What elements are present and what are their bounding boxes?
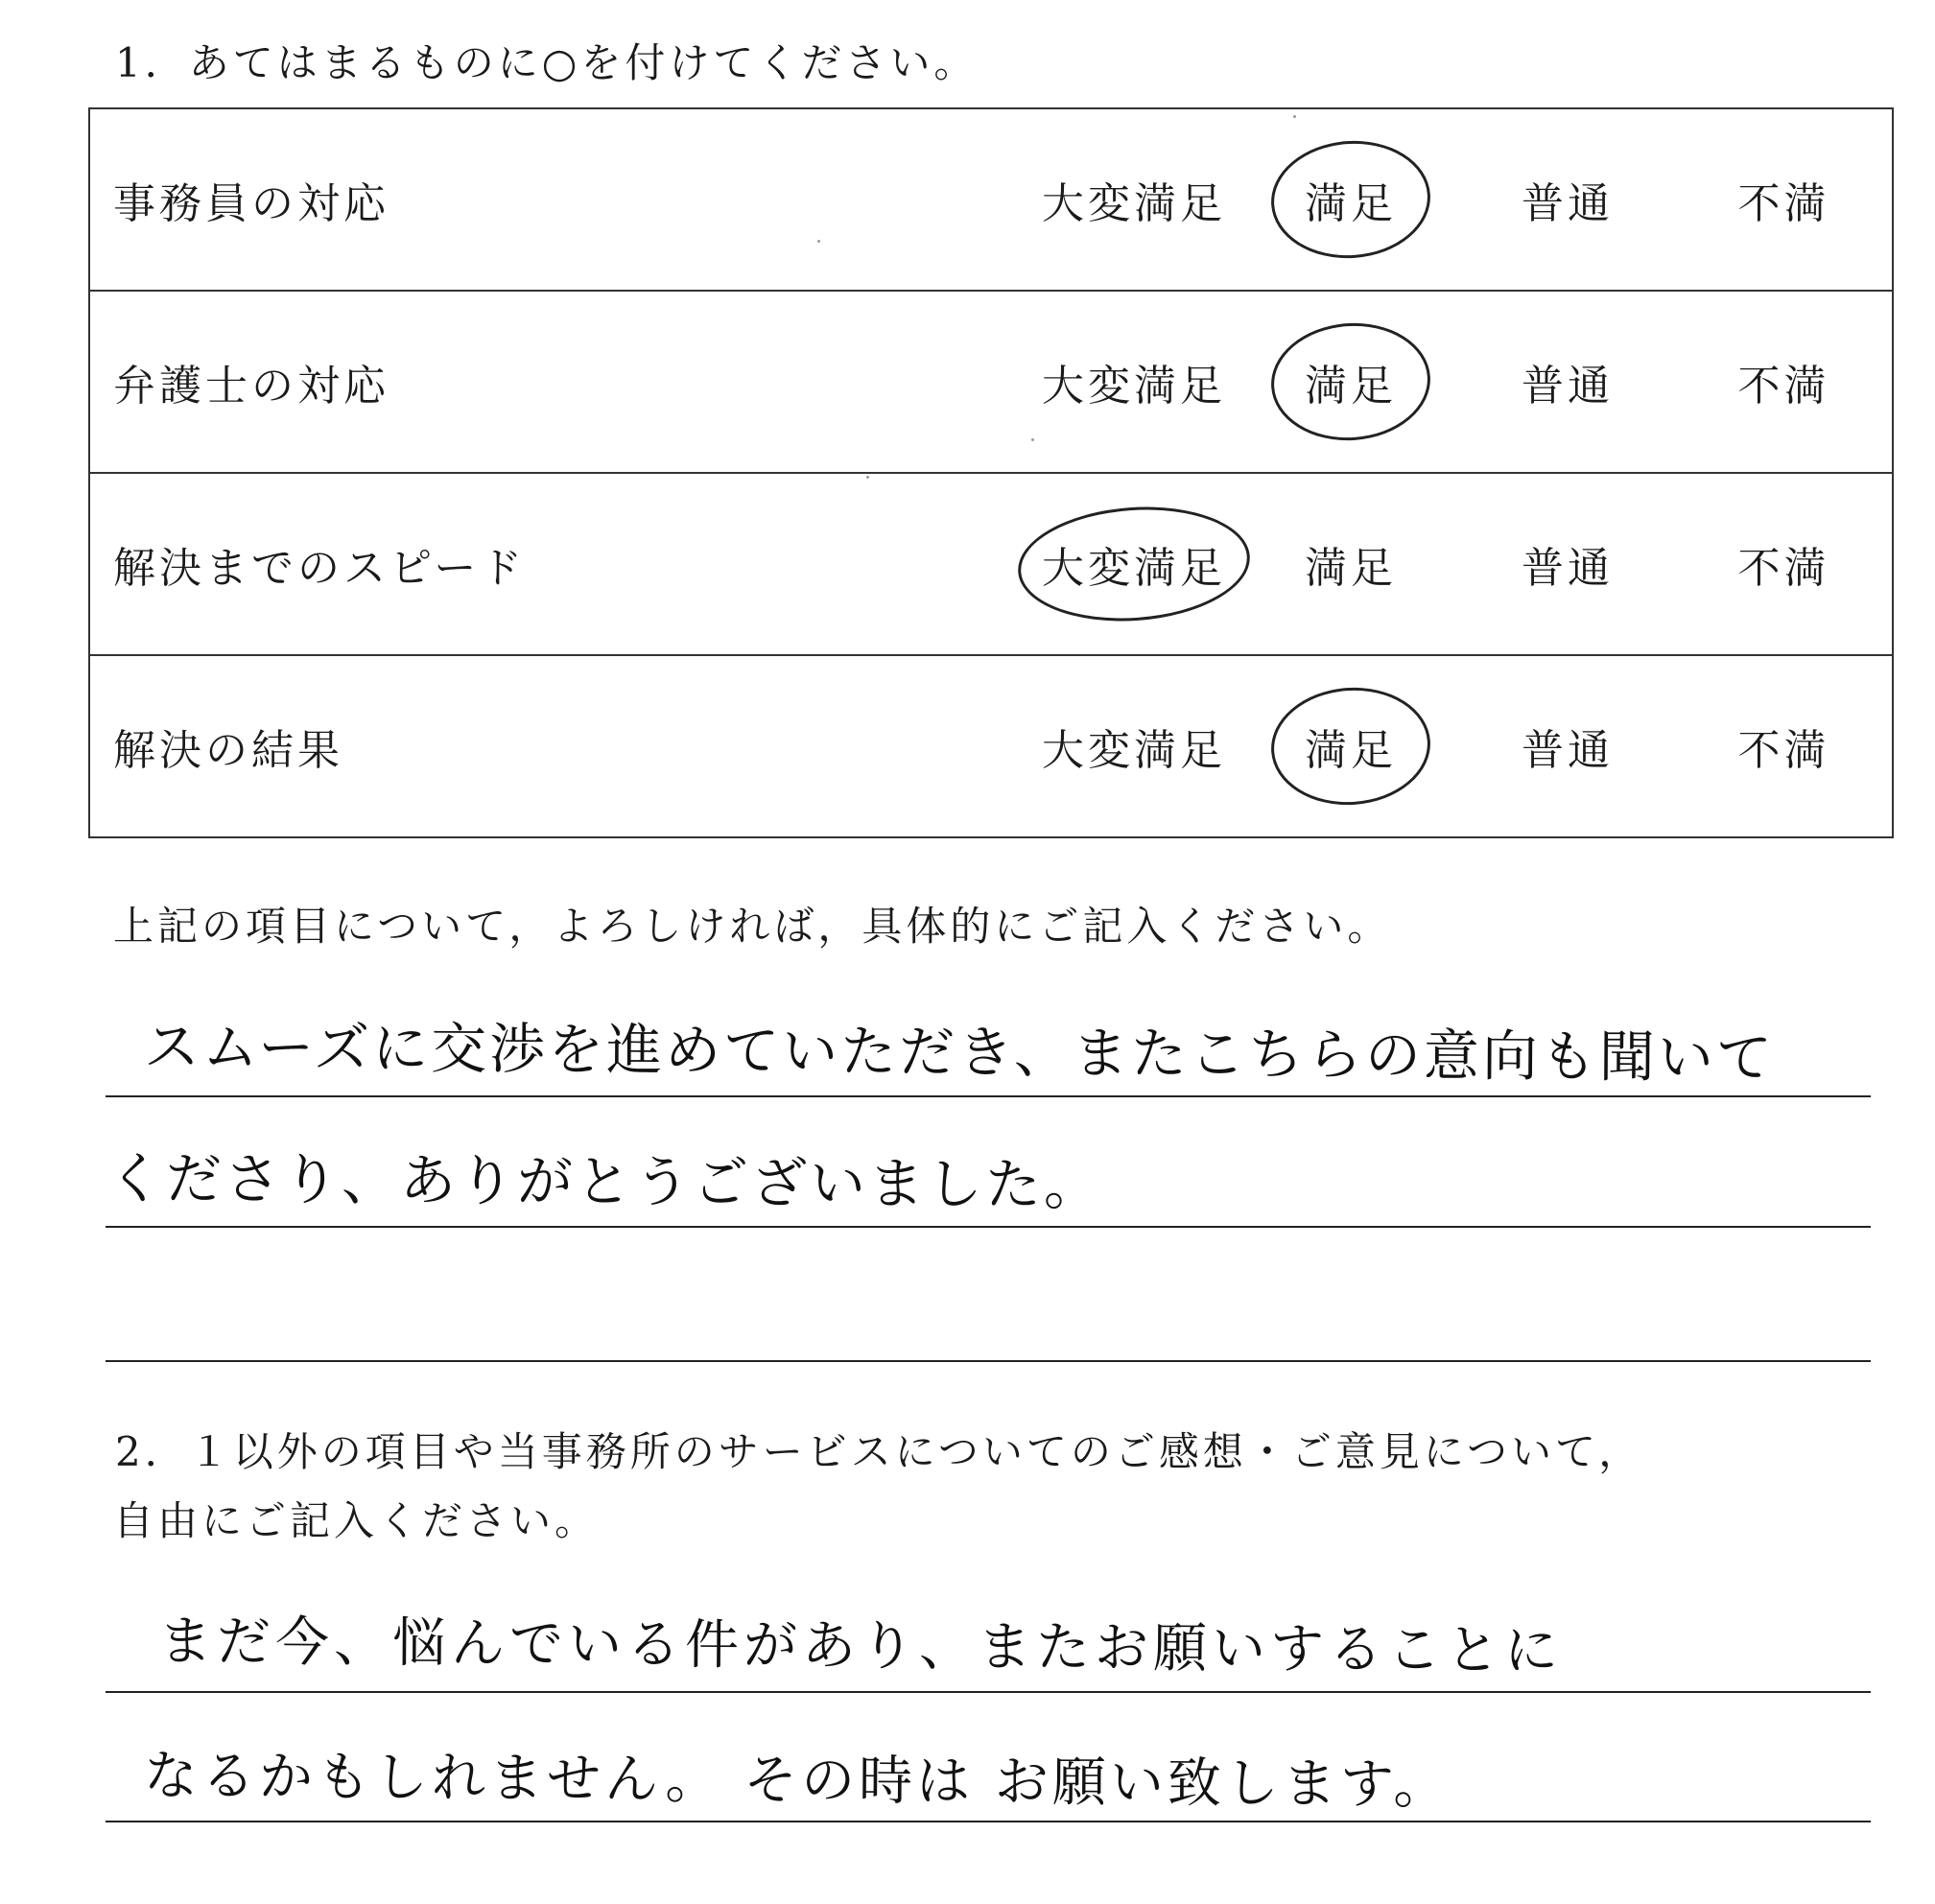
rating-option[interactable] <box>1676 473 1893 655</box>
section2-heading: 2．１以外の項目や当事務所のサービスについてのご感想・ご意見について， <box>115 1428 1643 1475</box>
section1-heading: 1．あてはまるものに○を付けてください。 <box>115 39 979 86</box>
rating-option-label: 大変満足 <box>1042 726 1226 775</box>
scan-speck <box>1031 438 1034 441</box>
rating-option[interactable] <box>1026 108 1242 291</box>
rating-option-label: 満足 <box>1305 544 1397 593</box>
rating-option-label: 満足 <box>1305 362 1397 411</box>
writing-line-4 <box>106 1691 1871 1693</box>
scan-speck <box>866 476 869 479</box>
rating-option-label: 普通 <box>1522 179 1614 228</box>
rating-option-label: 満足 <box>1305 179 1397 228</box>
rating-option[interactable] <box>1676 108 1893 291</box>
rating-option[interactable] <box>1459 655 1676 837</box>
rating-option-label: 満足 <box>1305 726 1397 775</box>
rating-option[interactable] <box>1026 291 1242 473</box>
handwritten-opinion-line-1: まだ今、悩んでいる件があり、またお願いすることに <box>157 1610 1564 1683</box>
rating-option-label: 不満 <box>1737 544 1830 593</box>
rating-row <box>89 655 1893 837</box>
rating-option[interactable] <box>1459 473 1676 655</box>
rating-option[interactable] <box>1026 655 1242 837</box>
rating-row <box>89 291 1893 473</box>
rating-option[interactable] <box>1676 655 1893 837</box>
comment-instruction: 上記の項目について，よろしければ，具体的にご記入ください。 <box>113 903 1392 950</box>
handwritten-comment-line-1: スムーズに交渉を進めていただき、またこちらの意向も聞いて <box>143 1014 1776 1091</box>
rating-option-label: 大変満足 <box>1042 544 1226 593</box>
rating-option-label: 普通 <box>1522 544 1614 593</box>
rating-option-label: 大変満足 <box>1042 179 1226 228</box>
rating-table <box>88 107 1894 838</box>
rating-option[interactable] <box>1676 291 1893 473</box>
rating-option[interactable] <box>1242 473 1459 655</box>
writing-line-5 <box>106 1821 1871 1822</box>
handwritten-opinion-line-2: なるかもしれません。 その時は お願い致します。 <box>143 1745 1451 1817</box>
writing-line-3 <box>106 1360 1871 1362</box>
rating-row <box>89 108 1893 291</box>
rating-option-label: 不満 <box>1737 362 1830 411</box>
rating-option-label: 大変満足 <box>1042 362 1226 411</box>
writing-line-2 <box>106 1226 1871 1228</box>
rating-row <box>89 473 1893 655</box>
scan-speck <box>817 240 820 243</box>
rating-option[interactable] <box>1242 108 1459 291</box>
section2-heading-continued: 自由にご記入ください。 <box>113 1497 600 1544</box>
rating-row-label: 解決までのスピード <box>89 473 1026 655</box>
rating-option[interactable] <box>1459 291 1676 473</box>
rating-row-label: 事務員の対応 <box>89 108 1026 291</box>
rating-option-label: 不満 <box>1737 726 1830 775</box>
rating-option[interactable] <box>1242 655 1459 837</box>
rating-option[interactable] <box>1026 473 1242 655</box>
rating-row-label: 解決の結果 <box>89 655 1026 837</box>
rating-option-label: 不満 <box>1737 179 1830 228</box>
handwritten-comment-line-2: くださり、ありがとうございました。 <box>106 1145 1103 1218</box>
rating-option-label: 普通 <box>1522 362 1614 411</box>
rating-row-label: 弁護士の対応 <box>89 291 1026 473</box>
rating-option[interactable] <box>1242 291 1459 473</box>
scan-speck <box>1293 115 1296 118</box>
rating-option[interactable] <box>1459 108 1676 291</box>
writing-line-1 <box>106 1095 1871 1097</box>
rating-option-label: 普通 <box>1522 726 1614 775</box>
